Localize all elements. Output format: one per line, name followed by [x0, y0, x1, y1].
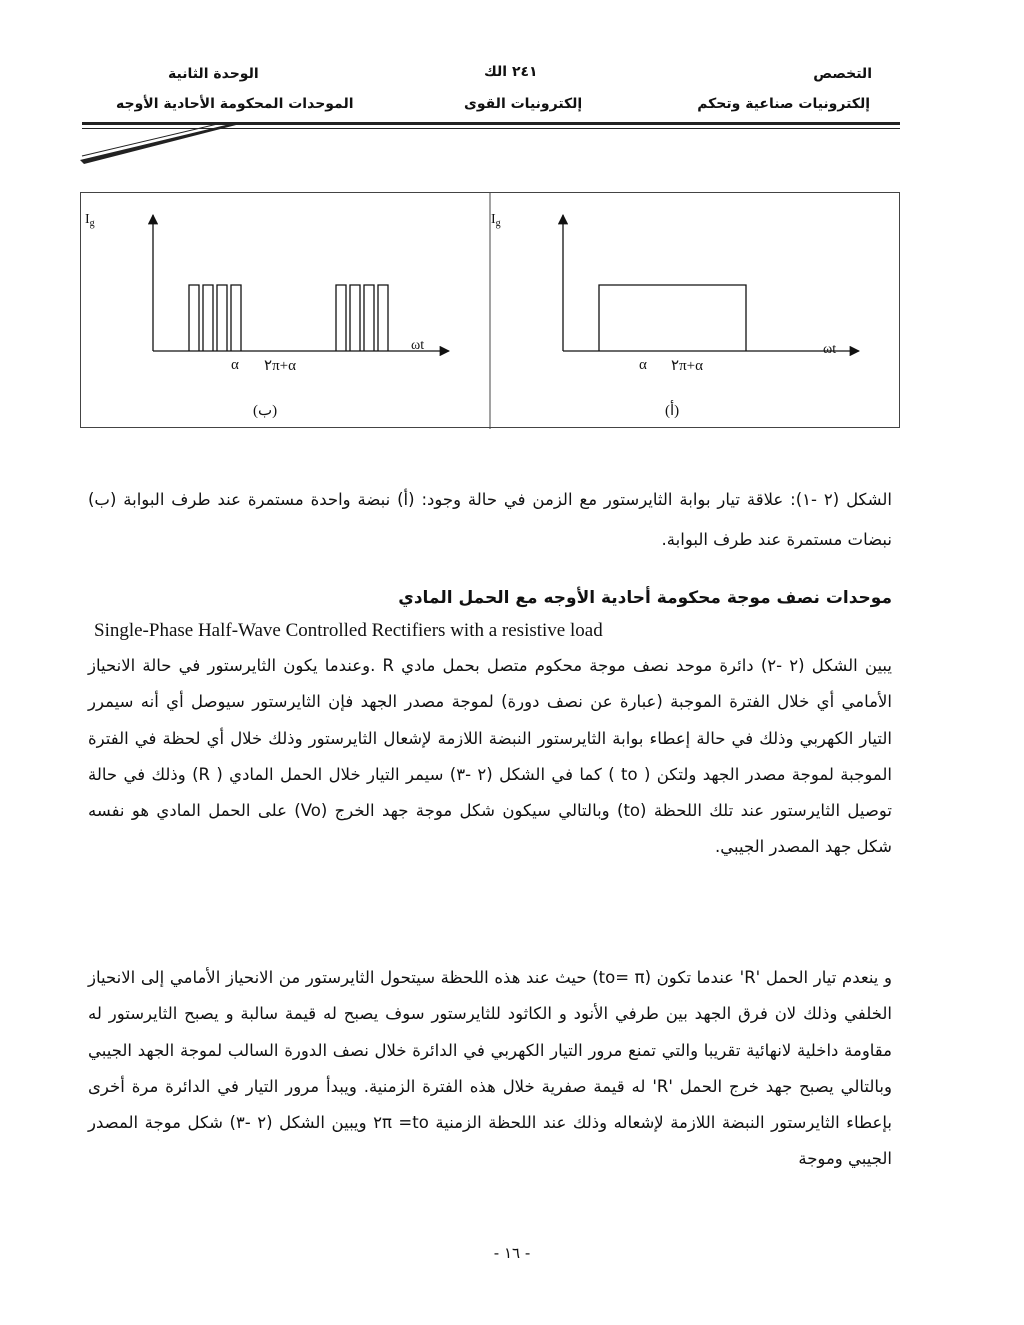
panel-b-tick-alpha: α: [231, 357, 239, 373]
panel-a-xlabel: ωt: [823, 342, 837, 357]
panel-b-pulse: [336, 285, 346, 351]
header-swoosh: [80, 122, 240, 164]
header-course-code: ٢٤١ الك: [484, 64, 538, 80]
figure-caption: الشكل (٢ -١): علاقة تيار بوابة الثايرستور مع الزمن في حالة وجود: (أ) نبضة واحدة مستمرة عند طرف البوابة (ب) نبضات مستمرة عند طرف البوابة.: [88, 490, 893, 549]
panel-a-single-pulse: [599, 285, 746, 351]
panel-b-pulse: [203, 285, 213, 351]
panel-b-tick-2pi-alpha: ٢π+α: [264, 358, 296, 374]
panel-b-pulse: [378, 285, 388, 351]
panel-a-tick-2pi-alpha: ٢π+α: [671, 358, 703, 374]
gate-current-figure: [81, 193, 901, 429]
header-unit-label: الوحدة الثانية: [168, 66, 259, 82]
panel-a: [491, 212, 859, 419]
section-heading-english: Single-Phase Half-Wave Controlled Rectifiers with a resistive load: [94, 620, 603, 641]
panel-a-caption: (أ): [665, 403, 680, 419]
header-course-name: إلكترونيات القوى: [464, 96, 583, 112]
panel-b-pulse: [364, 285, 374, 351]
panel-b-ylabel: $I_g$: [85, 212, 95, 229]
paragraph-2: و ينعدم تيار الحمل 'R' عندما تكون (to= π) حيث عند هذه اللحظة سيتحول الثايرستور من الانحياز الأمامي إلى الانحياز الخلفي وذلك لان فرق الجهد بين طرفي الأنود و الكاثود للثايرستور سوف يصبح له قيمة سالبة و يصبح الثايرستور له مقاومة داخلية لانهائية تقريبا والتي تمنع مرور التيار الكهربي في الدائرة خلال نصف الدورة السالب لموجة الجهد الجيبي وبالتالي يصبح جهد خرج الحمل 'R' له قيمة صفرية خلال هذه الفترة الزمنية. ويبدأ مرور التيار في الدائرة مرة أخرى بإعطاء الثايرستور النبضة اللازمة لإشعاله وذلك عند اللحظة الزمنية to= ٢π ويبين الشكل (٢ -٣) شكل موجة المصدر الجيبي وموجة: [88, 968, 892, 1169]
paragraph-1: يبين الشكل (٢ -٢) دائرة موحد نصف موجة محكوم متصل بحمل مادي R .وعندما يكون الثايرستور في حالة الانحياز الأمامي أي خلال الفترة الموجبة (عبارة عن نصف دورة) لموجة مصدر الجهد فإن الثايرستور سيوصل أي أنه سيمرر التيار الكهربي وذلك في حالة إعطاء بوابة الثايرستور النبضة اللازمة لإشعال الثايرستور وذلك خلال أي لحظة في الفترة الموجبة لموجة مصدر الجهد ولتكن ( to ) كما في الشكل (٢ -٣) سيمر التيار خلال الحمل المادي ( R) وذلك في حالة توصيل الثايرستور عند تلك اللحظة (to) وبالتالي سيكون شكل موجة جهد الخرج (Vo) على الحمل المادي هو نفسه شكل جهد المصدر الجيبي.: [88, 656, 892, 857]
panel-b-pulses: [189, 285, 388, 351]
header-specialty-label: التخصص: [813, 66, 872, 82]
panel-b-pulse: [350, 285, 360, 351]
page-number: - ١٦ -: [493, 1244, 531, 1262]
header-unit-name: الموحدات المحكومة الأحادية الأوجه: [116, 96, 354, 112]
header-specialty-name: إلكترونيات صناعية وتحكم: [697, 96, 870, 112]
section-heading-arabic: موحدات نصف موجة محكومة أحادية الأوجه مع الحمل المادي: [398, 588, 892, 608]
panel-b-pulse: [189, 285, 199, 351]
panel-b-pulse: [217, 285, 227, 351]
figure-box: [80, 192, 900, 428]
panel-b-pulse: [231, 285, 241, 351]
panel-b-xlabel: ωt: [411, 338, 425, 353]
panel-b-caption: (ب): [253, 403, 278, 419]
panel-b: [85, 212, 449, 419]
panel-a-ylabel: $I_g$: [491, 212, 501, 229]
panel-a-tick-alpha: α: [639, 357, 647, 373]
